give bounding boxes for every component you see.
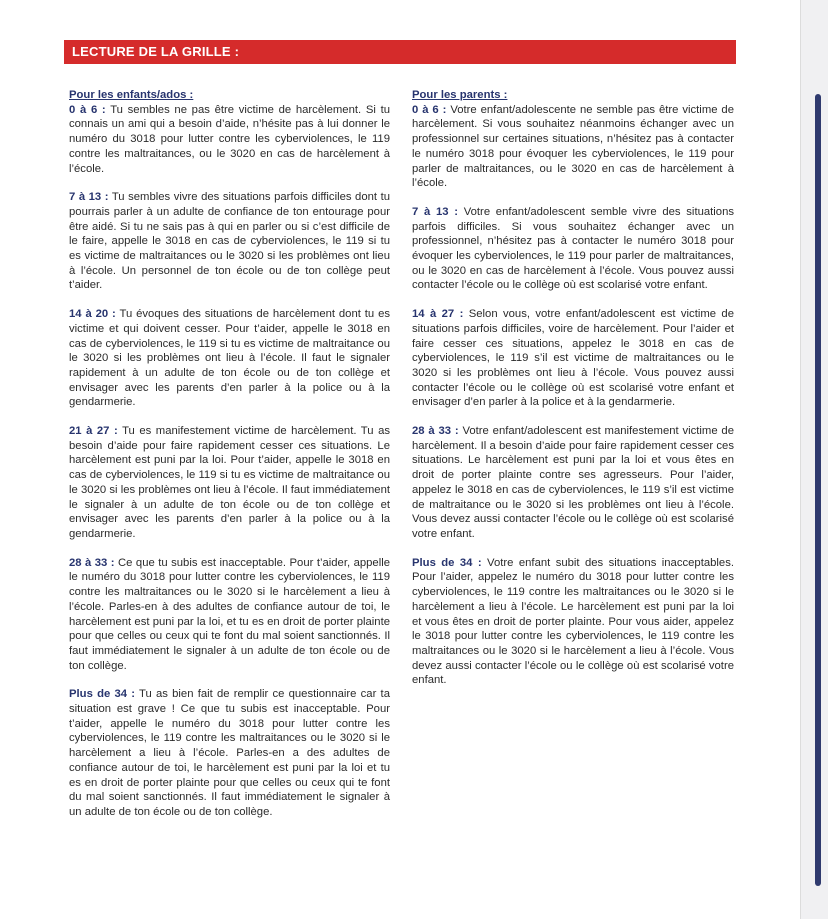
score-range: 0 à 6 :: [69, 103, 106, 116]
section-header: LECTURE DE LA GRILLE :: [64, 40, 736, 64]
score-range: Plus de 34 :: [69, 688, 135, 701]
scrollbar-track[interactable]: [800, 0, 828, 919]
scrollbar-thumb[interactable]: [815, 94, 821, 886]
kids-entry: [69, 556, 390, 674]
kids-column: [69, 88, 390, 834]
parents-column: [412, 88, 734, 702]
kids-entry: [69, 307, 390, 410]
parents-entry: [412, 424, 734, 542]
entry-text: Votre enfant subit des situations inacceptables. Pour l’aider, appelez le numéro du 3018 pour lutter contre les cyberviolences, le 119 contre les maltraitances ou le 3020 si le harcèlement a lieu à l’école. Le harcèlement est puni par la loi et vous êtes en droit de porter plainte. Pour vous aider, appelez le 3018 pour lutter contre les cyberviolences, le 119 contre les maltraitances ou le 3020 si le harcèlement a lieu à l’école. Vous devez aussi contacter l’école ou le collège où est scolarisé votre enfant.: [412, 556, 734, 687]
score-range: 14 à 27 :: [412, 308, 464, 321]
score-range: 21 à 27 :: [69, 425, 118, 438]
score-range: Plus de 34 :: [412, 556, 482, 569]
entry-text: Votre enfant/adolescent semble vivre des situations parfois difficiles. Si vous souhaitez échanger avec un professionnel, n’hésitez pas à contacter le numéro 3018 pour évoquer les cyberviolences, le 119 pour parler de maltraitances, ou le 3020 en cas de harcèlement à l’école. Vous pouvez aussi contacter l’école ou le collège où est scolarisé votre enfant.: [412, 205, 735, 292]
parents-entry: [412, 205, 734, 293]
parents-entry: [412, 556, 734, 688]
score-range: 28 à 33 :: [412, 425, 459, 438]
score-range: 7 à 13 :: [412, 205, 459, 218]
kids-entry: [69, 103, 390, 177]
kids-entry: [69, 687, 390, 819]
entry-text: Tu as bien fait de remplir ce questionnaire car ta situation est grave ! Ce que tu subis est inacceptable. Pour t’aider, appelle le numéro du 3018 pour lutter contre les cyberviolences, le 119 contre les maltraitances ou le 3020 si le harcèlement a lieu à l’école. Parles-en a des adultes de confiance autour de toi, le harcèlement est puni par la loi et tu es en droit de porter plainte pour que celles ou ceux qui te font du mal soient sanctionnés. Il faut immédiatement le signaler à un adulte de ton école ou de ton collège.: [69, 688, 390, 818]
parents-entry: [412, 103, 734, 191]
entry-text: Votre enfant/adolescent est manifestement victime de harcèlement. Il a besoin d’aide pour faire rapidement cesser ces situations. Le harcèlement est puni par la loi et vous êtes en droit de porter plainte contre ses agresseurs. Pour l’aider, appelez le 3018 en cas de cyberviolences, le 119 s’il est victime de maltraitance ou le 3020 si les problèmes ont lieu à l’école. Vous devez aussi contacter l’école ou le collège où est scolarisé votre enfant.: [412, 425, 734, 540]
kids-column-title: Pour les enfants/ados :: [69, 89, 194, 101]
entry-text: Tu sembles ne pas être victime de harcèlement. Si tu connais un ami qui a besoin d’aide, n’hésite pas à lui donner le numéro du 3018 pour lutter contre les cyberviolences, le 119 contre les maltraitances, ou le 3020 en cas de harcèlement à l’école.: [69, 103, 390, 175]
score-range: 28 à 33 :: [69, 556, 115, 569]
kids-entry: [69, 424, 390, 542]
entry-text: Tu sembles vivre des situations parfois difficiles dont tu pourrais parler à un adulte de confiance de ton entourage pour être aidé. Si tu ne sais pas à qui en parler ou si c’est difficile de le faire, appelle le 3018 en cas de cyberviolences, le 119 si tu es victime de maltraitances ou le 3020 si les problèmes ont lieu à l’école. Un personnel de ton école ou de ton collège peut t’aider.: [69, 191, 390, 292]
entry-text: Ce que tu subis est inacceptable. Pour t’aider, appelle le numéro du 3018 pour lutter contre les cyberviolences, le 119 contre les maltraitances ou le 3020 si le harcèlement a lieu à l’école. Parles-en à des adultes de confiance autour de toi, le harcèlement est puni par la loi, et tu es en droit de porter plainte pour que celles ou ceux qui te font du mal soient sanctionnés. Il faut immédiatement le signaler à un adulte de ton école ou de ton collège.: [69, 556, 390, 672]
parents-entry: [412, 307, 734, 410]
entry-text: Tu es manifestement victime de harcèlement. Tu as besoin d’aide pour faire rapidement cesser ces situations. Le harcèlement est puni par la loi. Pour t’aider, appelle le 3018 en cas de cyberviolences, le 119 si tu es victime de maltraitance ou le 3020 si les problèmes ont lieu à l’école. Il faut immédiatement le signaler à un adulte de ton école ou de ton collège et envisager avec les parents d’en parler à la police ou à la gendarmerie.: [69, 425, 391, 540]
entry-text: Votre enfant/adolescente ne semble pas être victime de harcèlement. Si vous souhaitez néanmoins échanger avec un professionnel sur certaines situations, n’hésitez pas à contacter le numéro 3018 pour évoquer les cyberviolences, le 119 pour parler de maltraitances, ou le 3020 en cas de harcèlement à l’école.: [412, 103, 734, 190]
score-range: 7 à 13 :: [69, 191, 109, 204]
parents-column-title: Pour les parents :: [412, 89, 508, 101]
score-range: 14 à 20 :: [69, 308, 116, 321]
score-range: 0 à 6 :: [412, 103, 447, 116]
entry-text: Selon vous, votre enfant/adolescent est victime de situations parfois difficiles, voire de harcèlement. Pour l’aider et faire cesser ces situations, appelez le 3018 en cas de cyberviolences, le 119 s’il est victime de maltraitances ou le 3020 si les problèmes ont lieu à l’école. Vous pouvez aussi contacter l’école ou le collège où est scolarisé votre enfant et envisager d’en parler à la police et à la gendarmerie.: [412, 308, 734, 409]
kids-entry: [69, 190, 390, 293]
entry-text: Tu évoques des situations de harcèlement dont tu es victime et qui doivent cesser. Pour t’aider, appelle le 3018 en cas de cyberviolences, le 119 si tu es victime de maltraitance ou le 3020 si les problèmes ont lieu à l’école. Il faut le signaler rapidement à un adulte de ton école ou de ton collège et envisager avec les parents d’en parler à la police ou à la gendarmerie.: [69, 308, 390, 409]
